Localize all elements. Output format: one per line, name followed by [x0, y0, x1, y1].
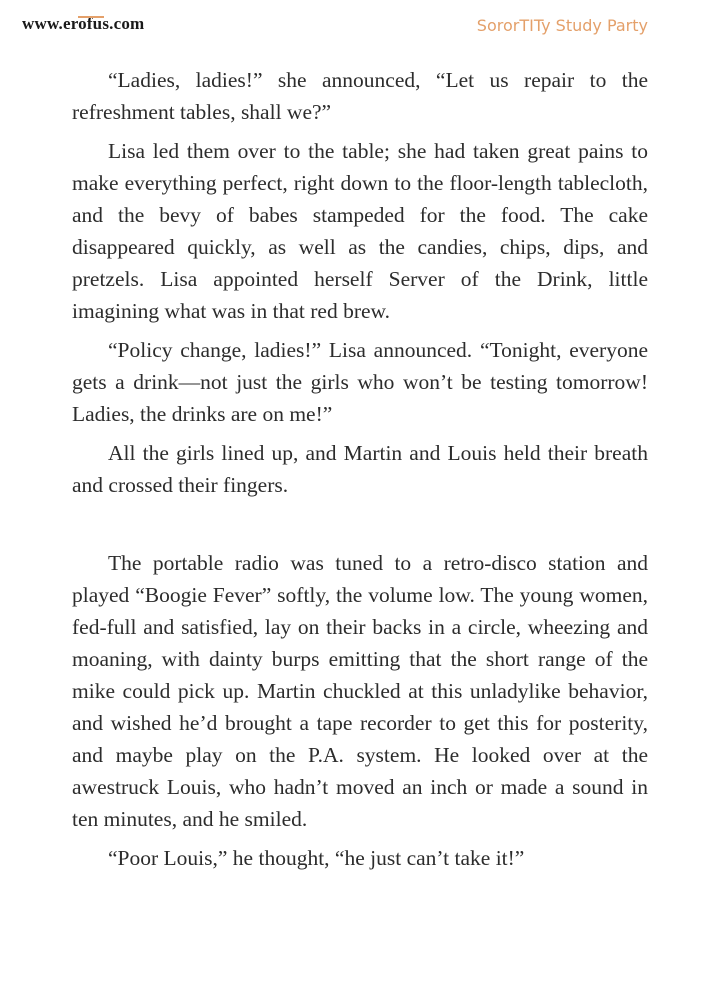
paragraph: Lisa led them over to the table; she had taken great pains to make everything perfect, right down to the floor-length tablecloth, and the bevy of babes stampeded for the food. The cake disappeared quickly, as well as the candies, chips, dips, and pretzels. Lisa appointed herself Server of the Drink, little imagining what was in that red brew. [72, 139, 648, 323]
paragraph: “Poor Louis,” he thought, “he just can’t take it!” [108, 846, 525, 870]
paragraph: “Policy change, ladies!” Lisa announced. “Tonight, everyone gets a drink—not just the girls who won’t be testing tomorrow! Ladies, the drinks are on me!” [72, 338, 648, 426]
paragraph: All the girls lined up, and Martin and Louis held their breath and crossed their fingers. [72, 441, 648, 497]
running-head: SororTITy Study Party [476, 16, 648, 35]
page-body [72, 64, 648, 881]
watermark: www.erofus.com [22, 14, 145, 33]
paragraph: “Ladies, ladies!” she announced, “Let us repair to the refreshment tables, shall we?” [72, 68, 648, 124]
header-ornament [78, 10, 104, 18]
paragraph: The portable radio was tuned to a retro-disco station and played “Boogie Fever” softly, the volume low. The young women, fed-full and satisfied, lay on their backs in a circle, wheezing and moaning, with dainty burps emitting that the short range of the mike could pick up. Martin chuckled at this unladylike behavior, and wished he’d brought a tape recorder to get this for posterity, and maybe play on the P.A. system. He looked over at the awestruck Louis, who hadn’t moved an inch or made a sound in ten minutes, and he smiled. [72, 551, 648, 831]
